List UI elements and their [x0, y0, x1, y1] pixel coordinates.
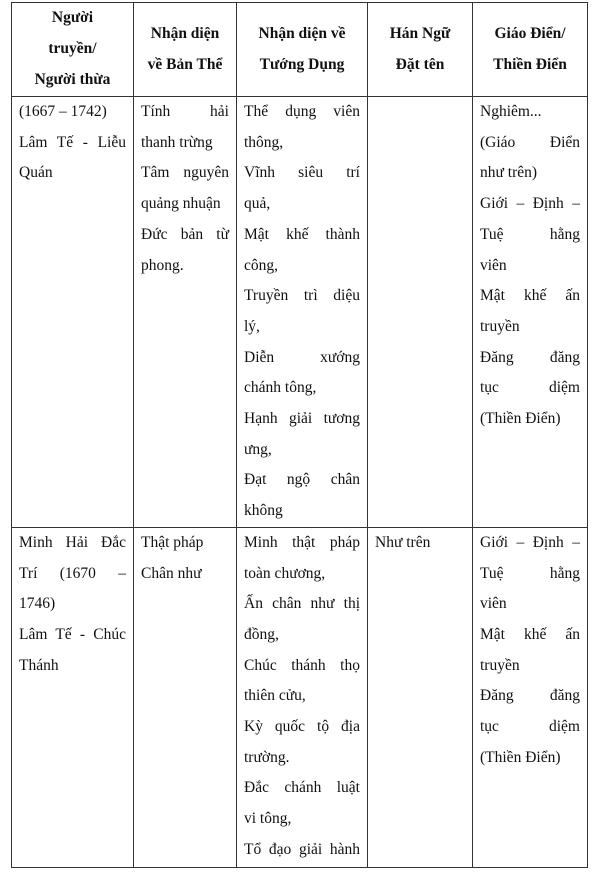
cell-text: Mật khế ấn: [480, 625, 580, 643]
header-text: Người: [51, 9, 94, 27]
cell-text: Minh Hải Đắc: [19, 533, 126, 551]
cell-text: Kỳ quốc tộ địa: [244, 718, 360, 736]
cell-text: phong.: [141, 256, 184, 274]
cell-text: Truyền trì diệu: [244, 287, 360, 305]
cell-text: Đăng đăng: [480, 687, 580, 705]
lineage-table: [11, 2, 588, 868]
header-text: Người thừa: [34, 70, 111, 88]
cell-text: Diễn xướng: [244, 348, 360, 366]
cell-text: Vĩnh siêu trí: [244, 164, 360, 182]
header-text: Thiền Điển: [493, 55, 567, 73]
cell-text: công,: [244, 256, 279, 274]
cell-text: Ấn chân như thị: [244, 595, 360, 613]
cell-text: truyền: [480, 656, 520, 674]
cell-text: 1746): [19, 595, 56, 613]
header-text: truyền/: [48, 40, 97, 58]
cell-tuong-dung: [237, 97, 368, 528]
cell-text: Trí (1670 –: [19, 564, 126, 582]
cell-text: Thánh: [19, 656, 59, 674]
cell-text: Nghiêm...: [480, 103, 542, 120]
header-text: Nhận diện về: [258, 24, 346, 42]
header-ban-the: [134, 3, 237, 97]
header-person: [12, 3, 134, 97]
cell-text: chánh tông,: [244, 379, 317, 397]
cell-giao-dien: [473, 527, 588, 867]
header-han-ngu: [368, 3, 473, 97]
cell-text: (Giáo Điển: [480, 133, 580, 151]
cell-text: Tính hải: [141, 103, 229, 120]
header-text: Nhận diện: [150, 24, 220, 42]
table-row: [12, 97, 588, 528]
cell-han-ngu: [368, 527, 473, 867]
table-row: [12, 527, 588, 867]
cell-text: Đức bản từ: [141, 225, 229, 243]
cell-han-ngu: [368, 97, 473, 528]
cell-text: Như trên: [375, 533, 431, 551]
cell-text: Thật pháp: [141, 533, 204, 551]
cell-text: (Thiền Điển): [480, 748, 561, 766]
cell-text: Đắc chánh luật: [244, 779, 360, 797]
cell-text: Tuệ hằng: [480, 564, 580, 582]
table-header-row: [12, 3, 588, 97]
cell-text: không: [244, 502, 283, 520]
cell-text: đồng,: [244, 625, 279, 643]
header-text: Tướng Dụng: [259, 55, 345, 73]
cell-text: Đăng đăng: [480, 348, 580, 366]
cell-text: viên: [480, 256, 507, 274]
cell-text: (1667 – 1742): [19, 103, 107, 120]
cell-text: Quán: [19, 164, 53, 182]
cell-text: tục diệm: [480, 379, 580, 397]
cell-text: Đạt ngộ chân: [244, 471, 360, 489]
header-text: Hán Ngữ: [389, 24, 451, 42]
cell-text: Chân như: [141, 564, 202, 582]
cell-text: Minh thật pháp: [244, 533, 360, 551]
cell-text: Lâm Tế - Chúc: [19, 625, 126, 643]
header-text: Giáo Điển/: [494, 24, 566, 42]
cell-text: thiên cửu,: [244, 687, 306, 705]
cell-tuong-dung: [237, 527, 368, 867]
cell-text: Giới – Định –: [480, 533, 580, 551]
header-tuong-dung: [237, 3, 368, 97]
cell-text: thông,: [244, 133, 284, 151]
cell-text: như trên): [480, 164, 538, 182]
header-text: về Bản Thể: [147, 55, 223, 73]
cell-text: Tâm nguyên: [141, 164, 229, 182]
cell-text: truyền: [480, 317, 520, 335]
cell-text: viên: [480, 595, 507, 613]
cell-text: Mật khế thành: [244, 225, 360, 243]
cell-text: toàn chương,: [244, 564, 326, 582]
cell-text: Chúc thánh thọ: [244, 656, 360, 674]
cell-text: trường.: [244, 748, 290, 766]
cell-text: thanh trừng: [141, 133, 213, 151]
cell-text: Hạnh giải tương: [244, 410, 360, 428]
cell-giao-dien: [473, 97, 588, 528]
cell-text: Tổ đạo giải hành: [244, 840, 360, 858]
cell-text: vi tông,: [244, 810, 292, 828]
cell-text: lý,: [244, 317, 260, 335]
cell-text: (Thiền Điển): [480, 410, 561, 428]
cell-person: [12, 527, 134, 867]
header-text: Đặt tên: [395, 55, 445, 73]
cell-text: tục diệm: [480, 718, 580, 736]
cell-text: Giới – Định –: [480, 195, 580, 213]
cell-text: Thể dụng viên: [244, 103, 360, 120]
cell-ban-the: [134, 97, 237, 528]
cell-text: Tuệ hằng: [480, 225, 580, 243]
cell-person: [12, 97, 134, 528]
cell-text: Mật khế ấn: [480, 287, 580, 305]
cell-ban-the: [134, 527, 237, 867]
header-giao-dien: [473, 3, 588, 97]
cell-text: quả,: [244, 195, 271, 213]
cell-text: ưng,: [244, 440, 272, 458]
cell-text: Lâm Tế - Liễu: [19, 133, 126, 151]
cell-text: quảng nhuận: [141, 195, 221, 213]
